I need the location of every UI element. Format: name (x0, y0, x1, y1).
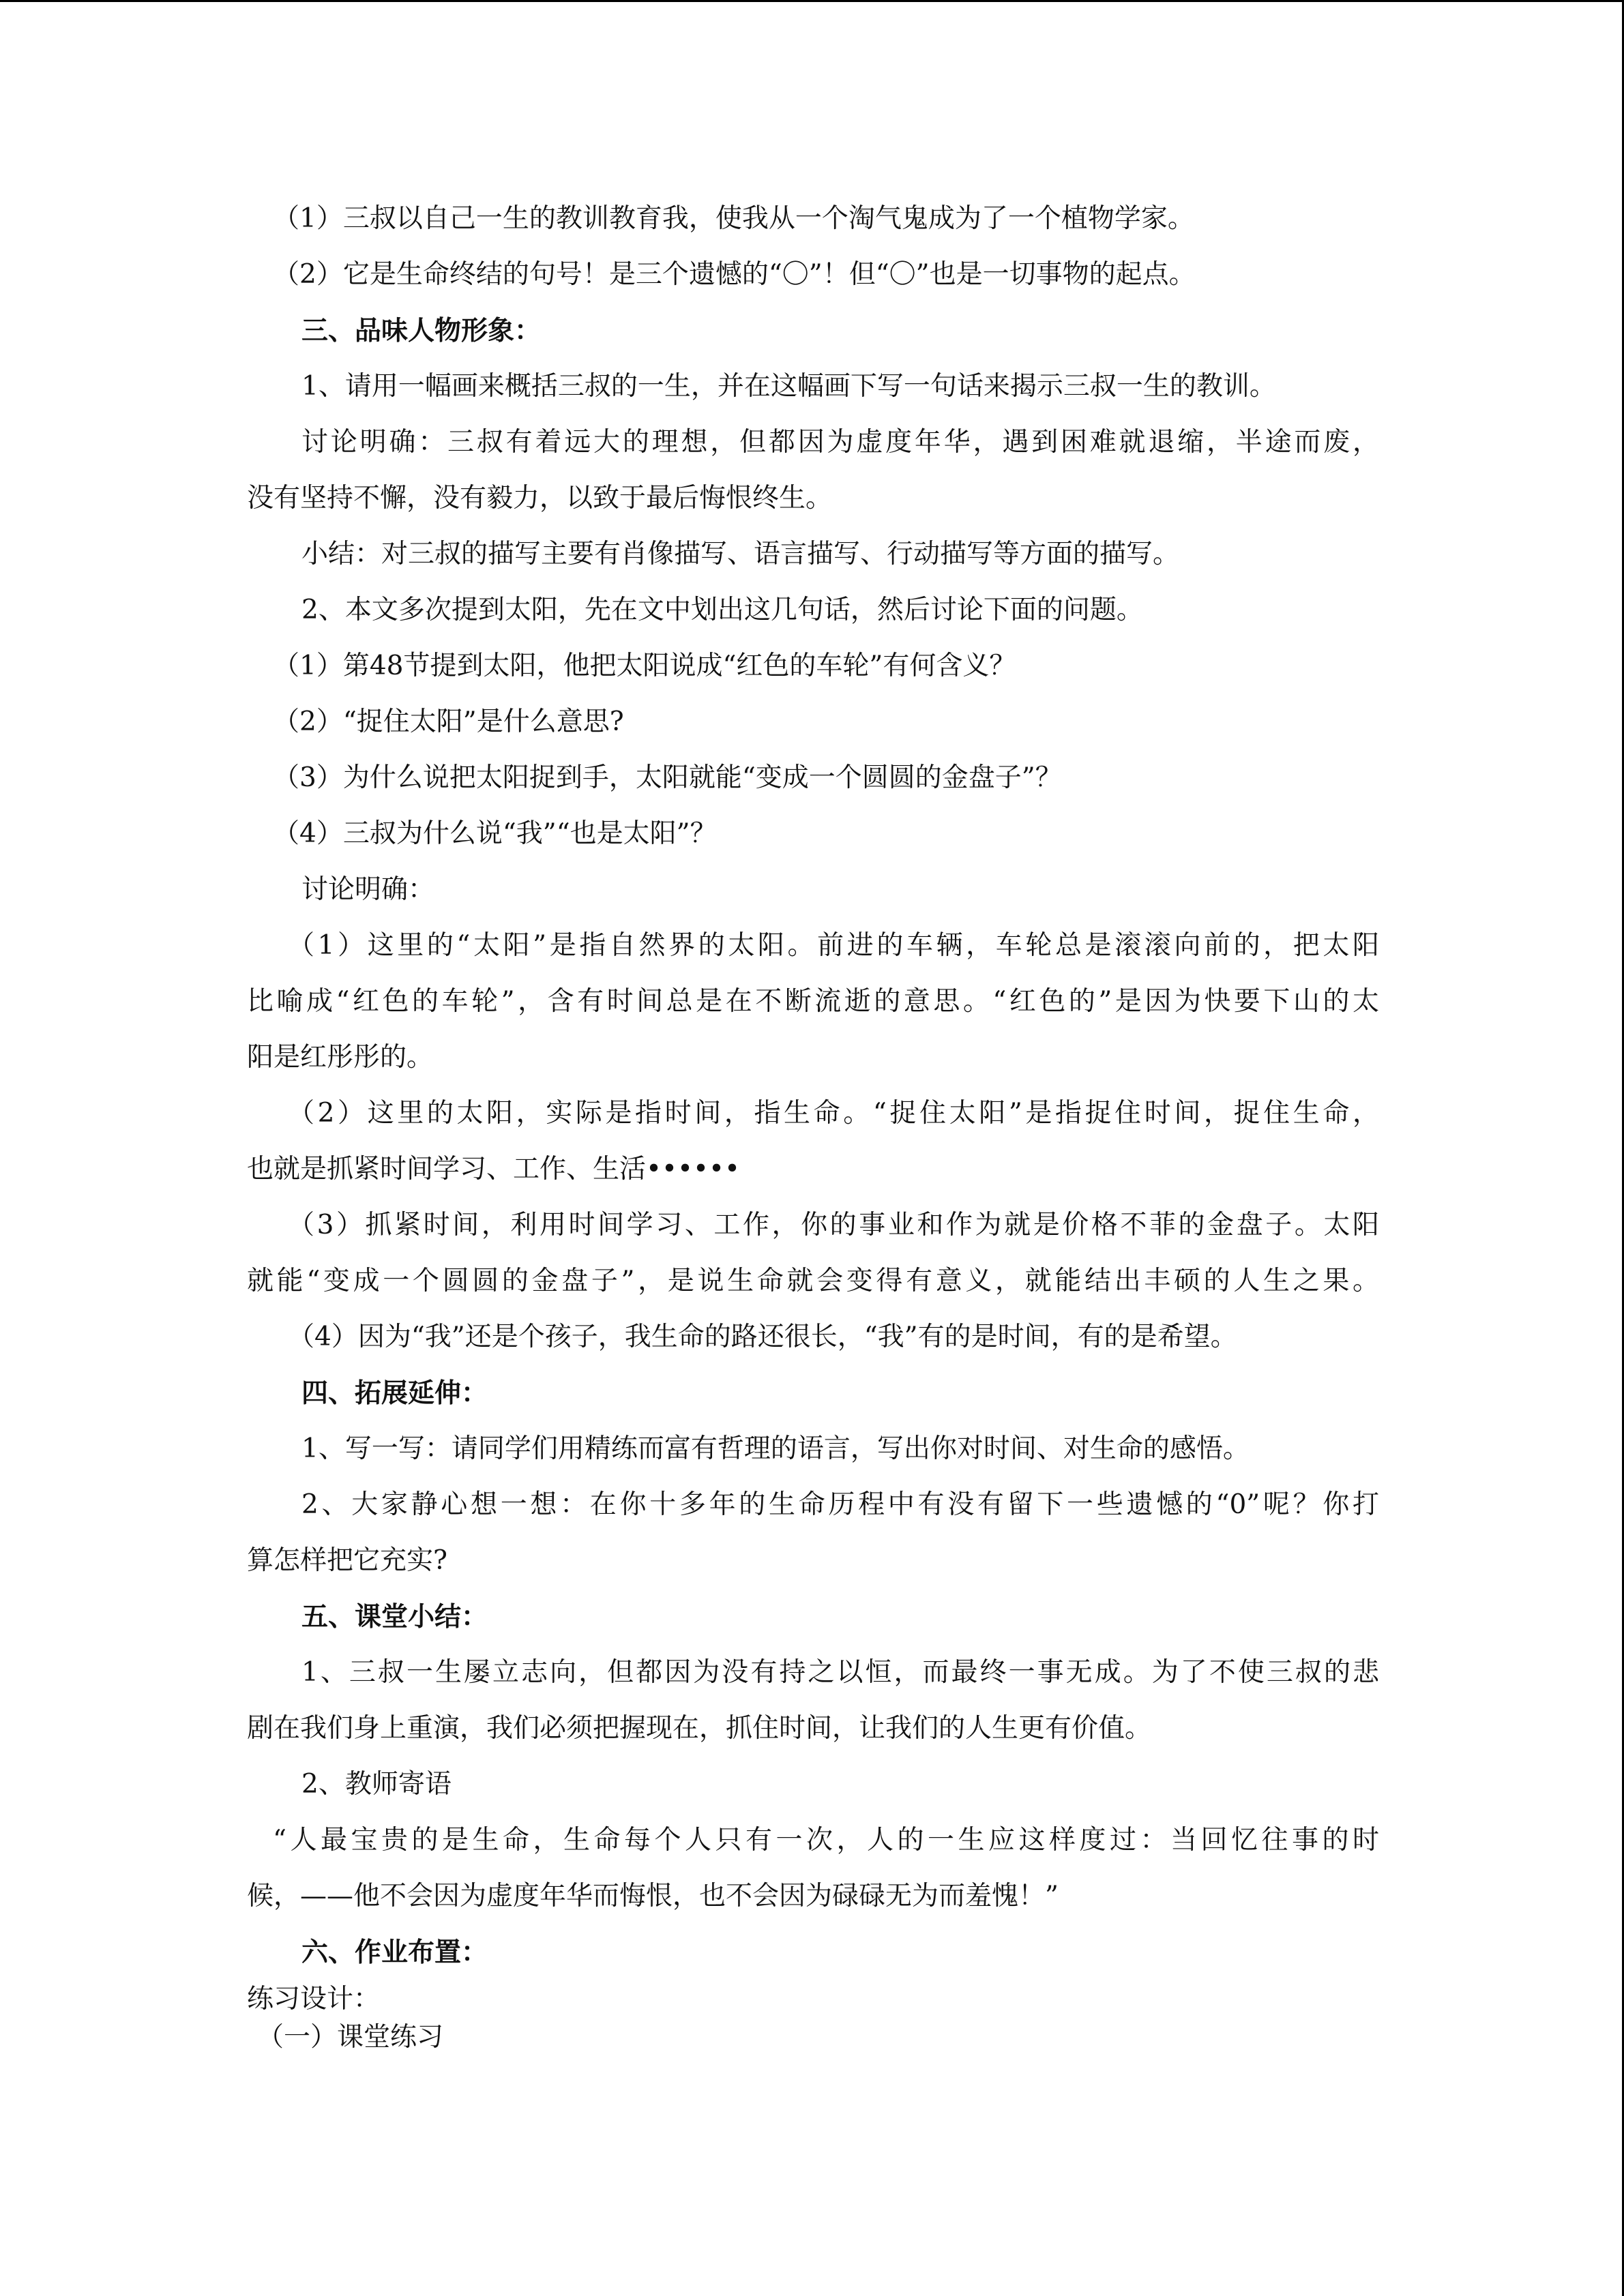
section-heading: 三、品味人物形象： (301, 315, 542, 346)
paragraph-line: 1、三叔一生屡立志向，但都因为没有持之以恒，而最终一事无成。为了不使三叔的悲 (301, 1657, 1379, 1688)
question-line: （2）“捉住太阳”是什么意思? (273, 706, 624, 737)
paragraph-line: 1、写一写：请同学们用精练而富有哲理的语言，写出你对时间、对生命的感悟。 (301, 1433, 1250, 1464)
answer-line: 就能“变成一个圆圆的金盘子”，是说生命就会变得有意义，就能结出丰硕的人生之果。 (247, 1266, 1379, 1296)
section-heading: 六、作业布置： (301, 1937, 488, 1968)
quote-line: 候，——他不会因为虚度年华而悔恨，也不会因为碌碌无为而羞愧！” (247, 1881, 1059, 1911)
paragraph-line: 1、请用一幅画来概括三叔的一生，并在这幅画下写一句话来揭示三叔一生的教训。 (301, 371, 1276, 402)
paragraph-line: 2、大家静心想一想：在你十多年的生命历程中有没有留下一些遗憾的“0”呢？你打 (301, 1489, 1379, 1520)
paragraph-line: 剧在我们身上重演，我们必须把握现在，抓住时间，让我们的人生更有价值。 (247, 1713, 1152, 1744)
section-heading: 四、拓展延伸： (301, 1377, 488, 1409)
question-line: （4）三叔为什么说“我”“也是太阳”？ (273, 818, 717, 849)
paragraph-line: 讨论明确：三叔有着远大的理想，但都因为虚度年华，遇到困难就退缩，半途而废， (301, 427, 1379, 458)
answer-line: （3）抓紧时间，利用时间学习、工作，你的事业和作为就是价格不菲的金盘子。太阳 (288, 1210, 1379, 1240)
paragraph-line: 讨论明确： (301, 874, 435, 905)
section-heading: 五、课堂小结： (301, 1601, 488, 1632)
answer-line: （1）这里的“太阳”是指自然界的太阳。前进的车辆，车轮总是滚滚向前的，把太阳 (288, 930, 1379, 961)
answer-line: （2）它是生命终结的句号！是三个遗憾的“〇”！但“〇”也是一切事物的起点。 (273, 259, 1196, 290)
question-line: （1）第48节提到太阳，他把太阳说成“红色的车轮”有何含义？ (273, 651, 1016, 681)
answer-line: 比喻成“红色的车轮”，含有时间总是在不断流逝的意思。“红色的”是因为快要下山的太 (247, 986, 1379, 1017)
paragraph-line: （一）课堂练习 (257, 2022, 444, 2053)
document-page (247, 191, 1379, 2057)
paragraph-line: 练习设计： (247, 1984, 381, 2014)
question-line: （3）为什么说把太阳捉到手，太阳就能“变成一个圆圆的金盘子”？ (273, 762, 1062, 793)
answer-line: 阳是红彤彤的。 (247, 1042, 434, 1073)
paragraph-line: 2、本文多次提到太阳，先在文中划出这几句话，然后讨论下面的问题。 (301, 595, 1143, 625)
page-top-border (0, 0, 1624, 2)
quote-line: “人最宝贵的是生命，生命每个人只有一次，人的一生应这样度过：当回忆往事的时 (273, 1825, 1379, 1855)
paragraph-line: 算怎样把它充实? (247, 1545, 447, 1576)
answer-line: （2）这里的太阳，实际是指时间，指生命。“捉住太阳”是指捉住时间，捉住生命， (288, 1098, 1379, 1129)
answer-line: （1）三叔以自己一生的教训教育我，使我从一个淘气鬼成为了一个植物学家。 (273, 203, 1194, 234)
answer-line: 也就是抓紧时间学习、工作、生活•••••• (247, 1154, 741, 1184)
paragraph-line: 小结：对三叔的描写主要有肖像描写、语言描写、行动描写等方面的描写。 (301, 539, 1180, 569)
paragraph-line: 2、教师寄语 (301, 1769, 452, 1800)
answer-line: （4）因为“我”还是个孩子，我生命的路还很长，“我”有的是时间，有的是希望。 (288, 1322, 1237, 1352)
paragraph-line: 没有坚持不懈，没有毅力，以致于最后悔恨终生。 (247, 483, 833, 513)
